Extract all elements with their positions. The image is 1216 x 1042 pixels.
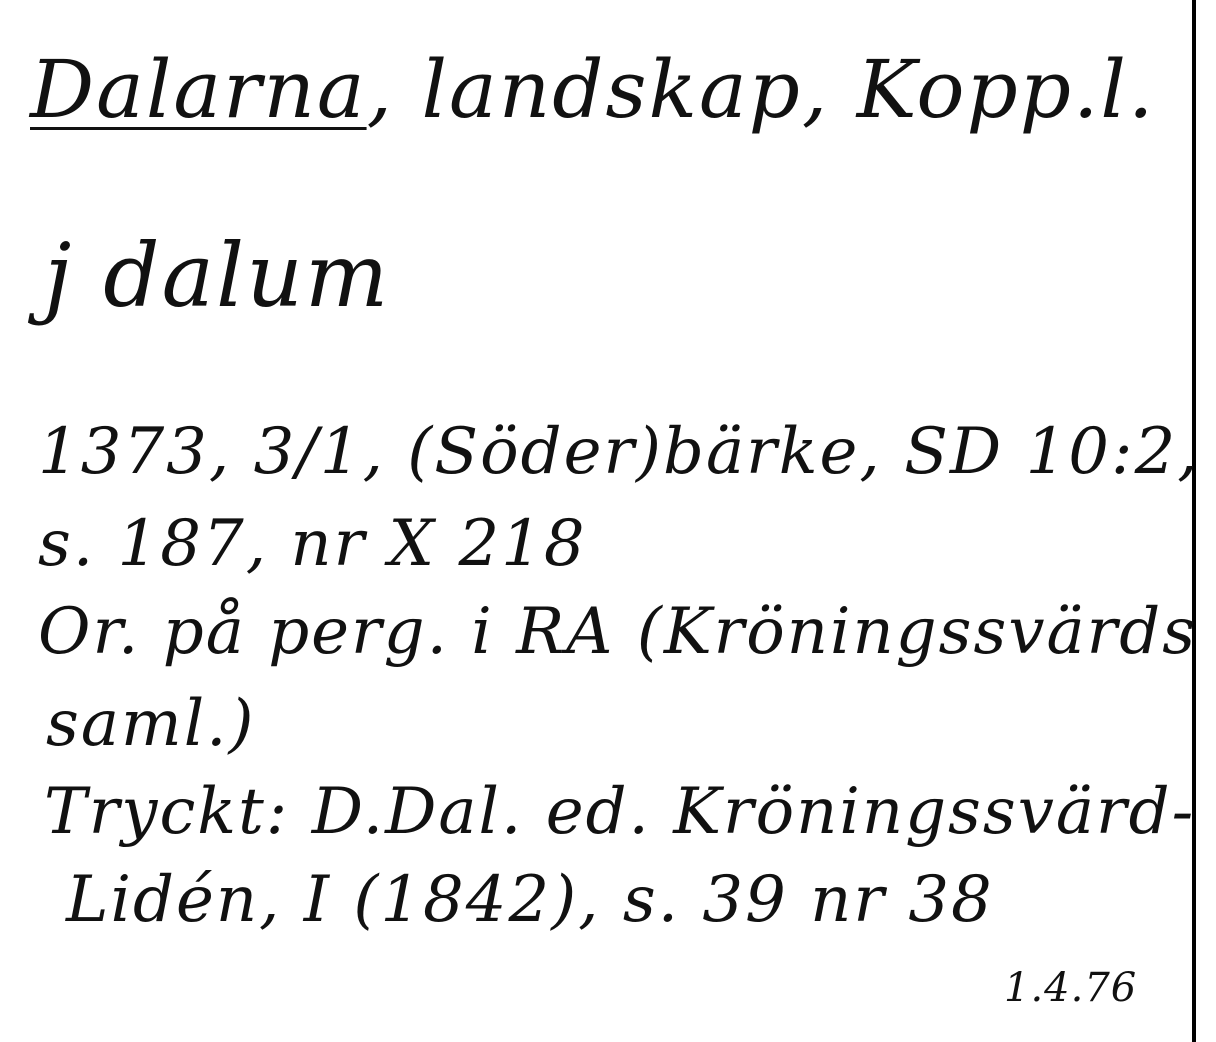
original-line: Or. på perg. i RA (Kröningssvärds: [38, 595, 1198, 669]
source-page-line: s. 187, nr X 218: [38, 507, 587, 581]
date-source-line: 1373, 3/1, (Söder)bärke, SD 10:2,: [38, 415, 1200, 489]
printed-line: Tryckt: D.Dal. ed. Kröningssvärd-: [44, 775, 1196, 849]
printed-line-cont: Lidén, I (1842), s. 39 nr 38: [66, 863, 994, 937]
original-line-cont: saml.): [46, 687, 256, 761]
card-date: 1.4.76: [1004, 965, 1138, 1011]
heading-place: Dalarna: [30, 43, 367, 136]
card-heading: [30, 43, 1156, 136]
name-entry: j dalum: [44, 224, 391, 327]
heading-rest: , landskap, Kopp.l.: [366, 43, 1156, 136]
card-edge-rule: [1192, 0, 1196, 1042]
